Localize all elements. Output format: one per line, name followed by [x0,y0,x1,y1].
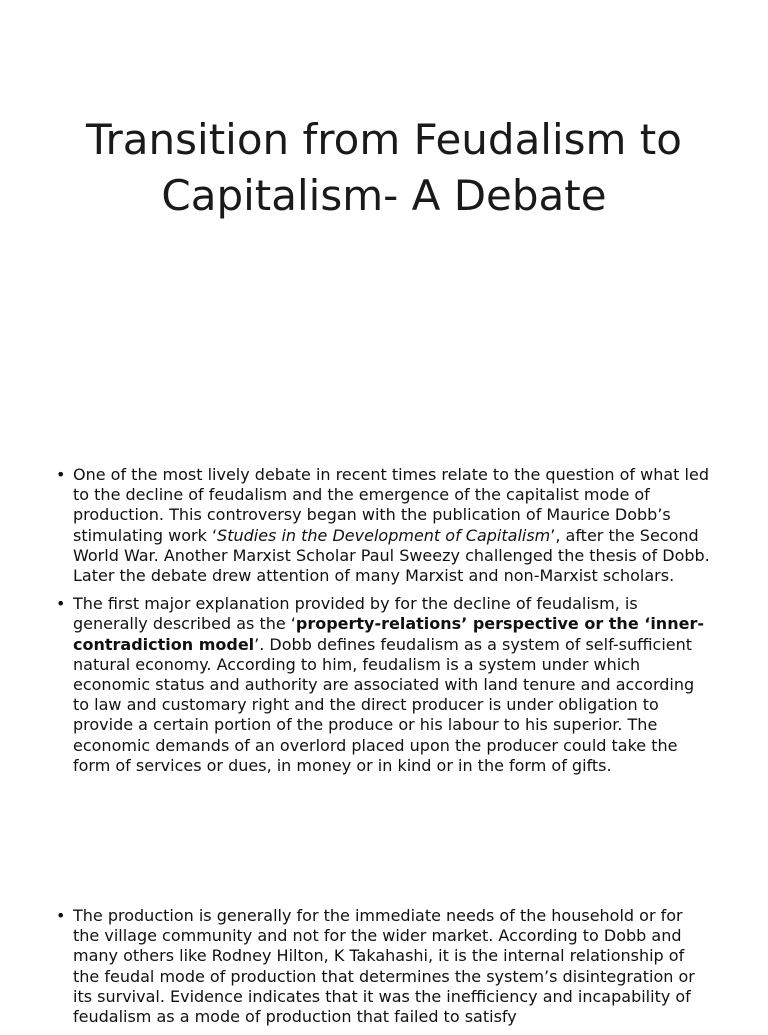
bullet-first-explanation [52,594,712,776]
bullet-text: The production is generally for the immediate needs of the household or for the village community and not for the wider market. According to Dobb and many others like Rodney Hilton, K Takahashi, it is the internal relationship of the feudal mode of production that determines the system’s disintegration or its survival. Evidence indicates that it was the inefficiency and incapability of feudalism as a mode of production that failed to satisfy [73,906,695,1027]
bullet-list-continued [52,906,712,1035]
bullet-debate-intro [52,465,712,586]
slide-title [0,112,768,224]
bullet-text: ’, after the Second World War. Another Marxist Scholar Paul Sweezy challenged the thesis of Dobb. Later the debate drew attention of many Marxist and non-Marxist scholars. [73,525,710,586]
book-title-italic: Studies in the Development of Capitalism [217,525,551,545]
bullet-text: ’. Dobb defines feudalism as a system of self-sufficient natural economy. According to him, feudalism is a system under which economic status and authority are associated with land tenure and according to law and customary right and the direct producer is under obligation to provide a certain portion of the produce or his labour to his superior. The economic demands of an overlord placed upon the producer could take the form of services or dues, in money or in kind or in the form of gifts. [73,634,695,775]
slide-title-line-2: Capitalism- A Debate [161,171,607,220]
slide-title-line-1: Transition from Feudalism to [86,115,682,164]
bullet-text: The first major explanation provided by for the decline of feudalism, is generally described as the ‘ [73,594,638,634]
bullet-list [52,465,712,784]
model-name-bold: property-relations’ perspective or the ‘inner-contradiction model [73,614,704,654]
bullet-production [52,906,712,1027]
bullet-text: One of the most lively debate in recent times relate to the question of what led to the decline of feudalism and the emergence of the capitalist mode of production. This controversy began with the publication of Maurice Dobb’s stimulating work ‘ [73,465,709,545]
